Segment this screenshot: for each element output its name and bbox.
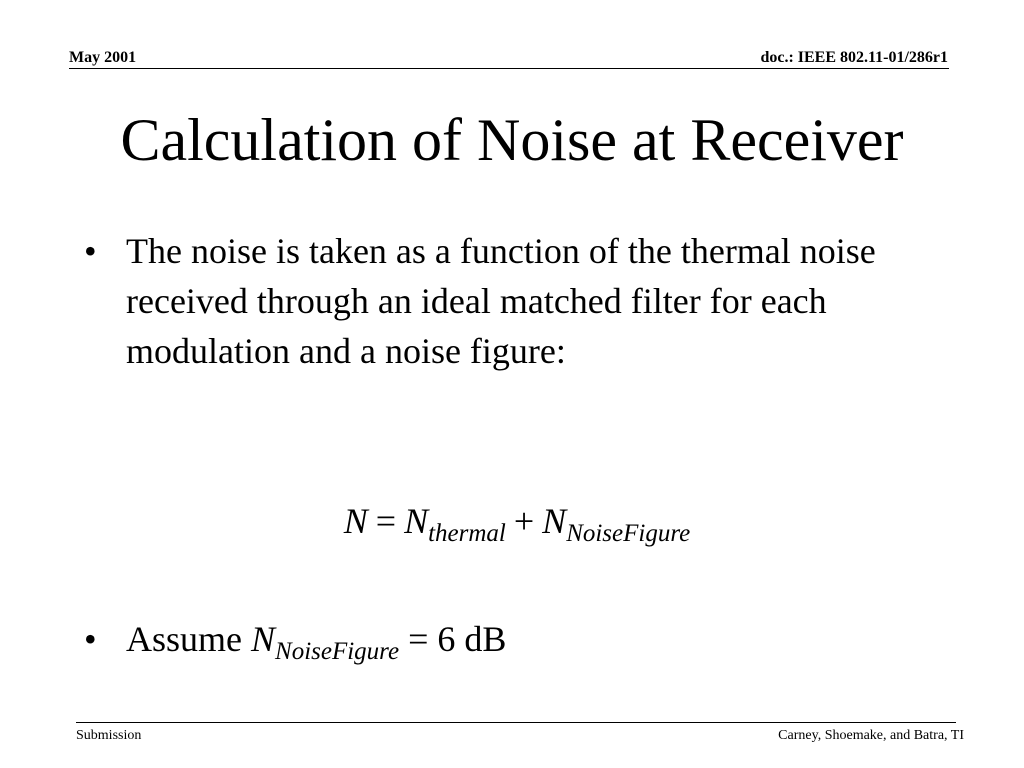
assume-equals: = [408, 619, 429, 659]
noise-equation [0, 496, 1024, 546]
slide-title: Calculation of Noise at Receiver [120, 107, 904, 173]
bullet-marker-1: • [84, 231, 97, 271]
header-divider [69, 68, 949, 69]
eq-term2: N [542, 501, 567, 541]
eq-term1-subscript: thermal [428, 520, 506, 547]
header-date: May 2001 [69, 49, 137, 66]
assume-value: 6 dB [437, 619, 507, 659]
assume-var-subscript: NoiseFigure [275, 638, 400, 665]
eq-term2-subscript: NoiseFigure [566, 520, 691, 547]
bullet-text-1: The noise is taken as a function of the thermal noise received through an ideal matched filter for each modulation and a noise figure: [126, 231, 876, 371]
eq-lhs: N [343, 501, 368, 541]
eq-equals: = [375, 501, 397, 541]
header-doc-id: doc.: IEEE 802.11-01/286r1 [760, 49, 948, 66]
eq-plus: + [513, 501, 535, 541]
footer-submission: Submission [76, 728, 142, 743]
bullet-text-2 [126, 614, 506, 664]
bullet-marker-2: • [84, 619, 97, 659]
footer-authors: Carney, Shoemake, and Batra, TI [778, 728, 964, 743]
eq-term1: N [404, 501, 429, 541]
footer-divider [76, 722, 956, 723]
assume-label: Assume [126, 619, 242, 659]
assume-var: N [251, 619, 276, 659]
